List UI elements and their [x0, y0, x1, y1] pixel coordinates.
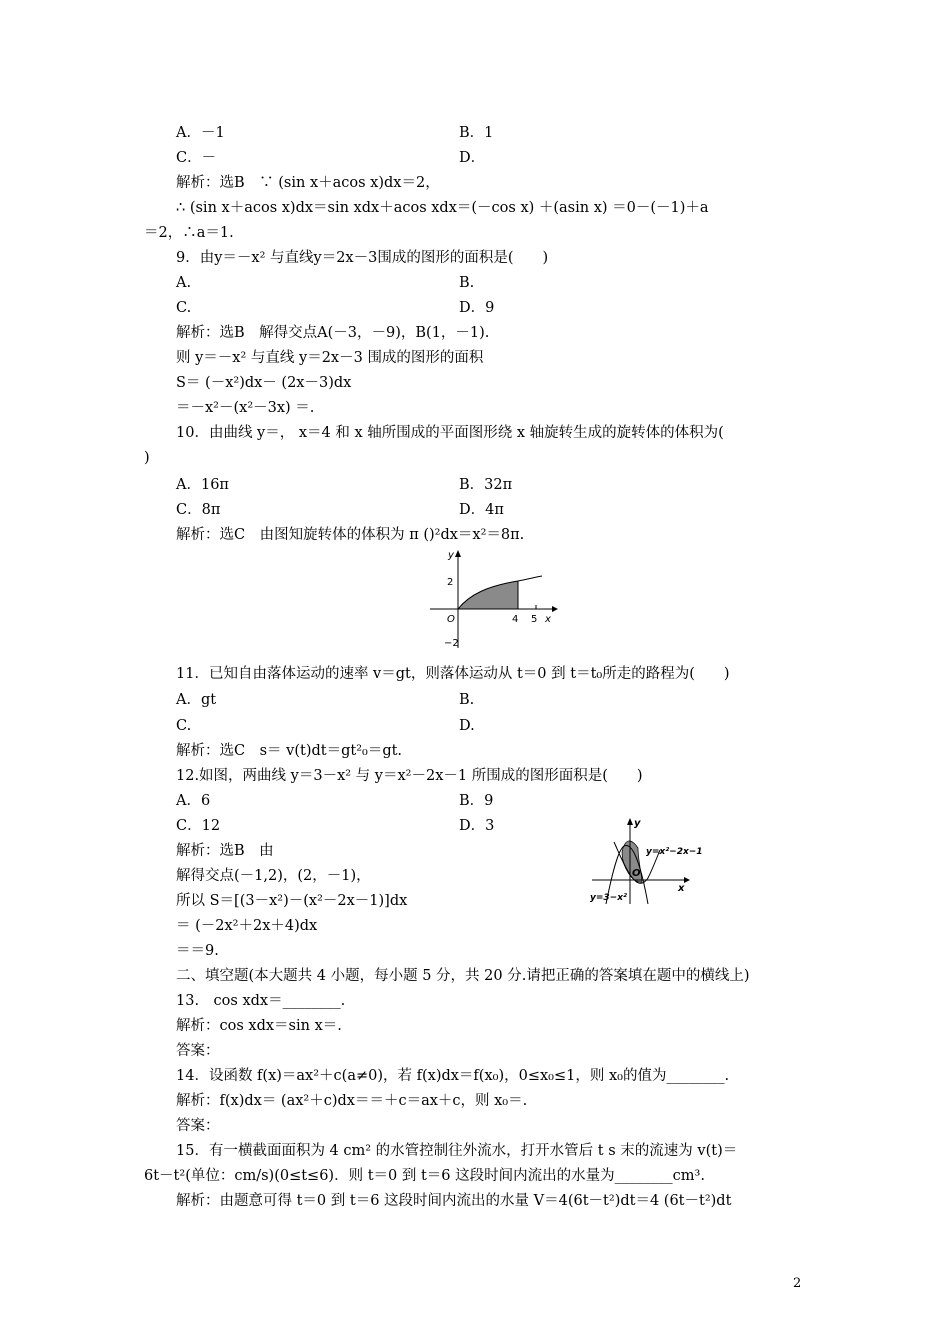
figure-parabolas	[588, 814, 712, 906]
option-d: D．4π	[459, 502, 504, 518]
question-10: 10．由曲线 y＝， x＝4 和 x 轴所围成的平面图形绕 x 轴旋转生成的旋转体的体积为(	[176, 425, 724, 441]
x-axis-label: x	[545, 614, 551, 625]
option-c: C．－	[176, 150, 217, 166]
tick-2: 2	[447, 577, 454, 588]
page-number: 2	[793, 1276, 802, 1291]
solution-line: ＝－x²－(x²－3x) ＝.	[176, 400, 315, 416]
option-b: B．32π	[459, 477, 513, 493]
solution-line: 解析：选B ∵ (sin x＋acos x)dx＝2，	[176, 175, 440, 191]
solution-line: 所以 S＝[(3－x²)－(x²－2x－1)]dx	[176, 893, 408, 909]
question-14: 14．设函数 f(x)＝ax²＋c(a≠0)，若 f(x)dx＝f(x₀)，0≤x₀≤1，则 x₀的值为________.	[176, 1068, 730, 1084]
option-b: B．9	[459, 793, 494, 809]
option-c: C．8π	[176, 502, 221, 518]
origin-label: O	[447, 614, 455, 625]
solution-line: ＝＝9.	[176, 943, 219, 959]
curve1-label: y=x²−2x−1	[646, 847, 703, 857]
section-heading: 二、填空题(本大题共 4 小题，每小题 5 分，共 20 分.请把正确的答案填在题中的横线上)	[176, 968, 750, 984]
option-b: B.	[459, 692, 475, 708]
solution-line: 解析：f(x)dx＝ (ax²＋c)dx＝＝＋c＝ax＋c，则 x₀＝.	[176, 1093, 528, 1109]
question-15-cont: 6t－t²(单位：cm/s)(0≤t≤6)．则 t＝0 到 t＝6 这段时间内流出的水量为________cm³.	[144, 1168, 705, 1184]
x-axis-label: x	[678, 883, 685, 894]
solution-line: ＝ (－2x²＋2x＋4)dx	[176, 918, 318, 934]
option-d: D．9	[459, 300, 495, 316]
option-c: C.	[176, 718, 192, 734]
option-d: D．3	[459, 818, 495, 834]
answer-line: 答案：	[176, 1118, 220, 1134]
option-d: D．	[459, 150, 486, 166]
option-c: C.	[176, 300, 192, 316]
tick-4: 4	[512, 614, 519, 625]
y-axis-label: y	[448, 550, 454, 561]
answer-line: 答案：	[176, 1043, 220, 1059]
option-a: A．－1	[176, 125, 225, 141]
option-a: A．16π	[176, 477, 229, 493]
option-a: A.	[176, 275, 192, 291]
solution-line: 则 y＝－x² 与直线 y＝2x－3 围成的图形的面积	[176, 350, 484, 366]
question-15: 15．有一横截面面积为 4 cm² 的水管控制往外流水，打开水管后 t s 末的流速为 v(t)＝	[176, 1143, 738, 1159]
solution-line: 解析：选B 由	[176, 843, 274, 859]
option-b: B.	[459, 275, 475, 291]
y-axis-label: y	[634, 818, 641, 829]
solution-line: 解析：选B 解得交点A(－3，－9)，B(1，－1).	[176, 325, 490, 341]
solution-line: 解析：选C 由图知旋转体的体积为 π ()²dx＝x²＝8π.	[176, 527, 525, 543]
solution-line: S＝ (－x²)dx－ (2x－3)dx	[176, 375, 352, 391]
solution-line: ＝2，∴a＝1.	[144, 225, 234, 241]
option-b: B．1	[459, 125, 494, 141]
question-13: 13. cos xdx＝________.	[176, 993, 346, 1009]
option-d: D.	[459, 718, 475, 734]
solution-line: ∴ (sin x＋acos x)dx＝sin xdx＋acos xdx＝(－cos x) ＋(asin x) ＝0－(－1)＋a	[176, 200, 709, 216]
solution-line: 解得交点(－1,2)，(2，－1)，	[176, 868, 371, 884]
question-9: 9．由y＝－x² 与直线y＝2x－3围成的图形的面积是( )	[176, 250, 549, 266]
question-10-cont: )	[144, 450, 150, 466]
solution-line: 解析：由题意可得 t＝0 到 t＝6 这段时间内流出的水量 V＝4(6t－t²)dt＝4 (6t－t²)dt	[176, 1193, 732, 1209]
tick-neg2: −2	[444, 638, 459, 649]
origin-label: O	[632, 868, 641, 879]
curve2-label: y=3−x²	[590, 893, 627, 903]
option-c: C．12	[176, 818, 221, 834]
option-a: A．gt	[176, 692, 217, 708]
solution-line: 解析：cos xdx＝sin x＝.	[176, 1018, 342, 1034]
question-12: 12.如图，两曲线 y＝3－x² 与 y＝x²－2x－1 所围成的图形面积是( )	[176, 768, 643, 784]
figure-sqrt-region	[428, 548, 558, 650]
tick-5: 5	[531, 614, 538, 625]
option-a: A．6	[176, 793, 211, 809]
shaded-region	[458, 581, 518, 609]
question-11: 11．已知自由落体运动的速率 v＝gt，则落体运动从 t＝0 到 t＝t₀所走的路程为( )	[176, 666, 730, 682]
solution-line: 解析：选C s＝ v(t)dt＝gt²₀＝gt.	[176, 743, 403, 759]
